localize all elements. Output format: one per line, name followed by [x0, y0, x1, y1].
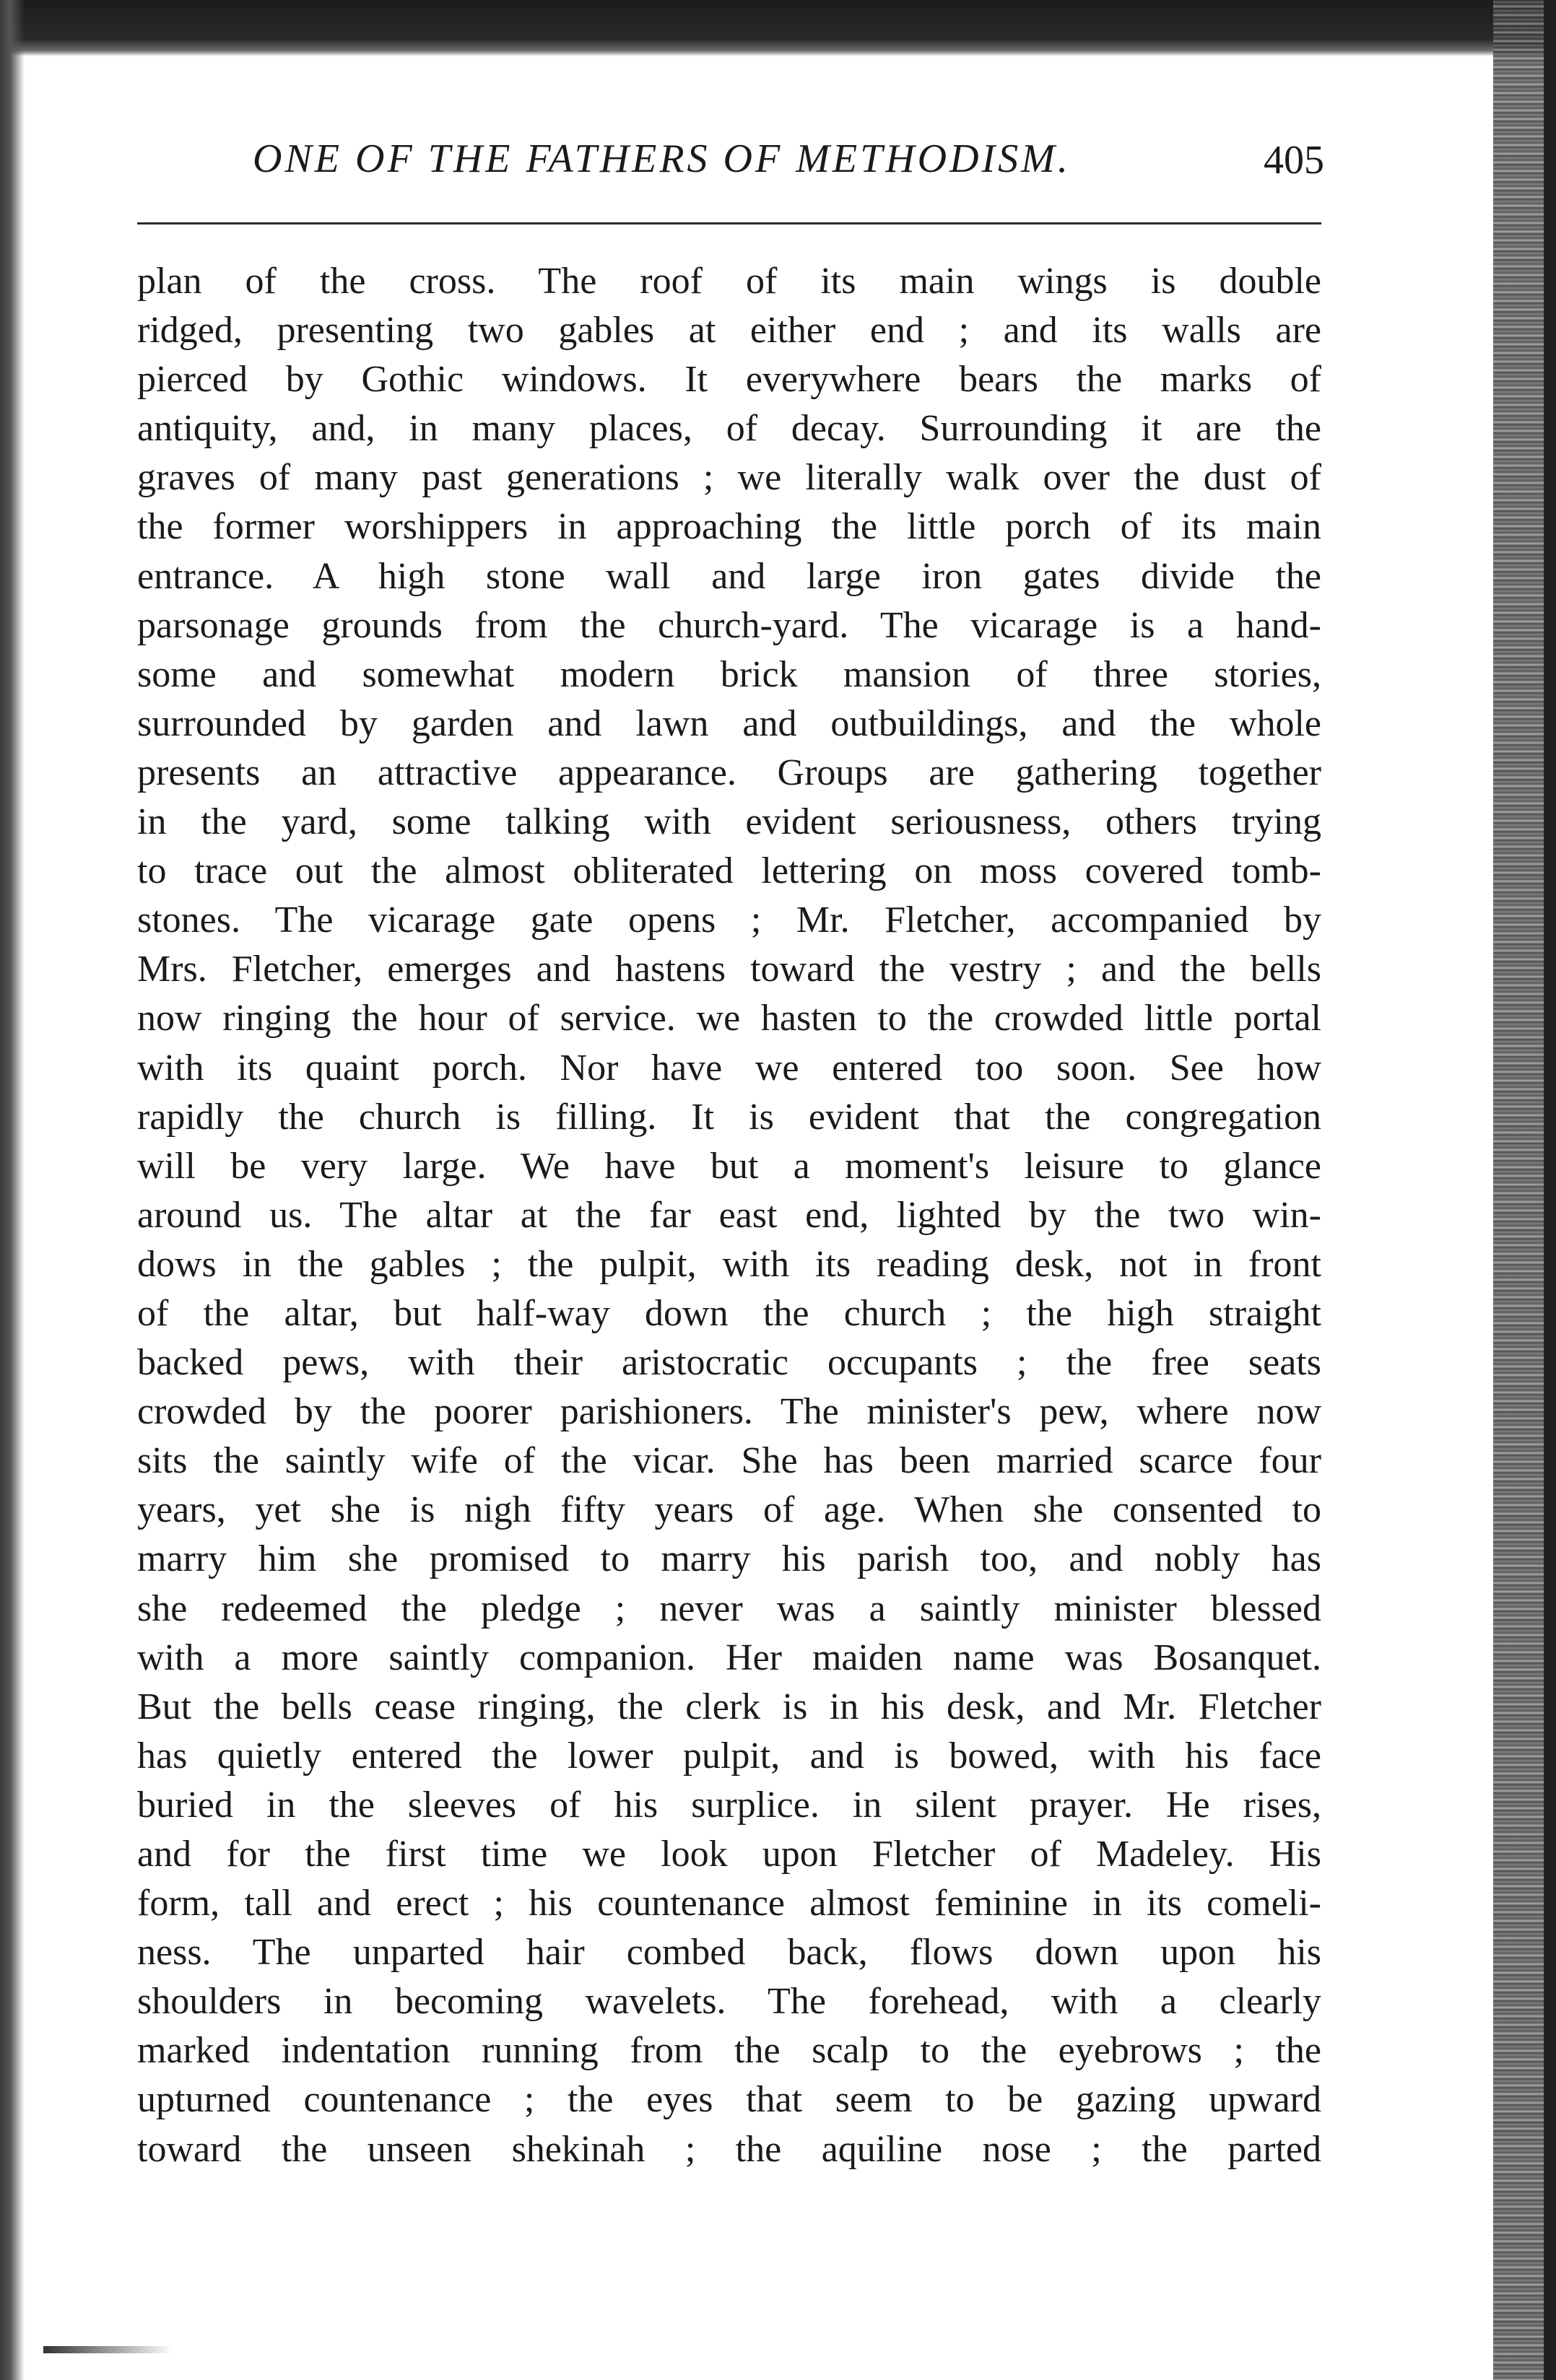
running-title: ONE OF THE FATHERS OF METHODISM.	[253, 136, 1071, 181]
text-line: some and somewhat modern brick mansion of three stories,	[137, 653, 1321, 695]
text-line: parsonage grounds from the church-yard. The vicarage is a hand-	[137, 604, 1321, 646]
text-line: antiquity, and, in many places, of decay. Surrounding it are the	[137, 408, 1321, 450]
text-line: with a more saintly companion. Her maiden name was Bosanquet.	[137, 1636, 1321, 1678]
text-line: graves of many past generations ; we literally walk over the dust of	[137, 457, 1321, 499]
page-number: 405	[1264, 138, 1324, 183]
text-line: plan of the cross. The roof of its main wings is double	[137, 261, 1321, 302]
text-line: dows in the gables ; the pulpit, with its reading desk, not in front	[137, 1243, 1321, 1285]
text-line: rapidly the church is filling. It is evident that the congregation	[137, 1096, 1321, 1138]
text-line: she redeemed the pledge ; never was a saintly minister blessed	[137, 1587, 1321, 1629]
text-line: presents an attractive appearance. Groups are gathering together	[137, 751, 1321, 793]
scan-smudge-bottom	[43, 2346, 173, 2353]
text-line: to trace out the almost obliterated lettering on moss covered tomb-	[137, 850, 1321, 892]
text-line: will be very large. We have but a moment's leisure to glance	[137, 1145, 1321, 1187]
text-line: upturned countenance ; the eyes that seem to be gazing upward	[137, 2079, 1321, 2121]
text-line: around us. The altar at the far east end, lighted by the two win-	[137, 1194, 1321, 1236]
text-line: crowded by the poorer parishioners. The minister's pew, where now	[137, 1391, 1321, 1433]
text-line: with its quaint porch. Nor have we entered too soon. See how	[137, 1047, 1321, 1089]
text-line: buried in the sleeves of his surplice. in silent prayer. He rises,	[137, 1784, 1321, 1826]
text-line: form, tall and erect ; his countenance almost feminine in its comeli-	[137, 1883, 1321, 1925]
text-line: entrance. A high stone wall and large iron gates divide the	[137, 555, 1321, 597]
text-line: marked indentation running from the scalp to the eyebrows ; the	[137, 2030, 1321, 2072]
text-line: toward the unseen shekinah ; the aquiline nose ; the parted	[137, 2128, 1321, 2170]
text-line: ridged, presenting two gables at either end ; and its walls are	[137, 310, 1321, 352]
text-line: stones. The vicarage gate opens ; Mr. Fletcher, accompanied by	[137, 899, 1321, 941]
header-rule	[137, 222, 1321, 225]
text-line: years, yet she is nigh fifty years of age. When she consented to	[137, 1489, 1321, 1531]
text-line: backed pews, with their aristocratic occupants ; the free seats	[137, 1342, 1321, 1384]
running-head	[137, 136, 1324, 201]
text-line: and for the first time we look upon Fletcher of Madeley. His	[137, 1834, 1321, 1875]
scan-border-top	[0, 0, 1556, 56]
text-line: marry him she promised to marry his parish too, and nobly has	[137, 1538, 1321, 1580]
text-line: sits the saintly wife of the vicar. She has been married scarce four	[137, 1440, 1321, 1482]
text-line: Mrs. Fletcher, emerges and hastens toward the vestry ; and the bells	[137, 949, 1321, 990]
body-text	[137, 257, 1321, 2174]
text-line: has quietly entered the lower pulpit, and is bowed, with his face	[137, 1735, 1321, 1777]
text-line: pierced by Gothic windows. It everywhere bears the marks of	[137, 359, 1321, 401]
text-line: in the yard, some talking with evident seriousness, others trying	[137, 801, 1321, 843]
text-line: now ringing the hour of service. we hasten to the crowded little portal	[137, 998, 1321, 1039]
text-line: But the bells cease ringing, the clerk is in his desk, and Mr. Fletcher	[137, 1686, 1321, 1727]
text-line: the former worshippers in approaching the little porch of its main	[137, 506, 1321, 548]
text-line: ness. The unparted hair combed back, flows down upon his	[137, 1932, 1321, 1974]
text-line: shoulders in becoming wavelets. The forehead, with a clearly	[137, 1981, 1321, 2023]
text-line: of the altar, but half-way down the church ; the high straight	[137, 1292, 1321, 1334]
scan-edge-right	[1544, 0, 1556, 2380]
text-line: surrounded by garden and lawn and outbuildings, and the whole	[137, 702, 1321, 744]
scan-border-left	[0, 0, 25, 2380]
